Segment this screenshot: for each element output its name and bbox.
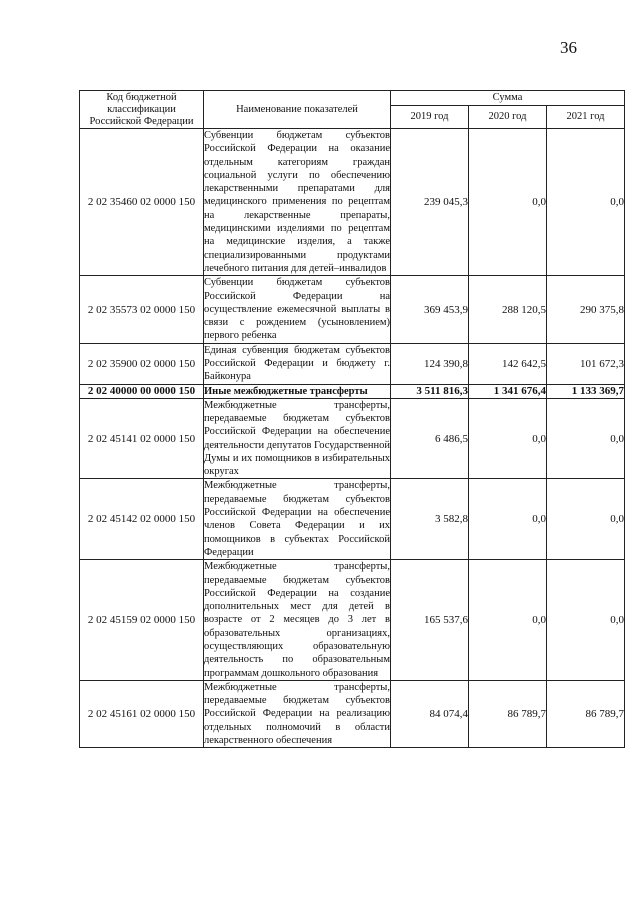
row-code: 2 02 35573 02 0000 150 — [80, 276, 204, 343]
row-name: Субвенции бюджетам субъектов Российской Федерации на осуществление ежемесячной выплаты в связи с рождением (усыновлением) первого ребенка — [204, 277, 390, 342]
row-value-2021: 0,0 — [547, 129, 625, 276]
table-row — [80, 343, 625, 384]
table-row — [80, 129, 625, 276]
row-value-2020: 86 789,7 — [469, 680, 547, 747]
table-row — [80, 680, 625, 747]
row-value-2020: 0,0 — [469, 560, 547, 681]
header-name: Наименование показателей — [204, 91, 391, 129]
row-value-2021: 101 672,3 — [547, 343, 625, 384]
row-value-2020: 288 120,5 — [469, 276, 547, 343]
row-value-2021: 0,0 — [547, 398, 625, 479]
row-value-2021: 0,0 — [547, 479, 625, 560]
row-value-2019: 6 486,5 — [391, 398, 469, 479]
row-value-2021: 1 133 369,7 — [547, 384, 625, 398]
table-row — [80, 479, 625, 560]
row-name: Межбюджетные трансферты, передаваемые бюджетам субъектов Российской Федерации на обеспечение деятельности депутатов Государственной Думы и их помощников в избирательных округах — [204, 399, 390, 478]
header-sum: Сумма — [391, 91, 625, 106]
row-value-2020: 0,0 — [469, 479, 547, 560]
header-year-2021: 2021 год — [547, 106, 625, 129]
row-value-2020: 0,0 — [469, 398, 547, 479]
row-value-2019: 369 453,9 — [391, 276, 469, 343]
table-row-total — [80, 384, 625, 398]
row-value-2019: 3 511 816,3 — [391, 384, 469, 398]
row-name: Межбюджетные трансферты, передаваемые бюджетам субъектов Российской Федерации на обеспечение членов Совета Федерации и их помощников в субъектах Российской Федерации — [204, 480, 390, 558]
header-year-2020: 2020 год — [469, 106, 547, 129]
row-value-2020: 1 341 676,4 — [469, 384, 547, 398]
row-value-2021: 0,0 — [547, 560, 625, 681]
table-row — [80, 398, 625, 479]
row-value-2019: 3 582,8 — [391, 479, 469, 560]
row-value-2019: 124 390,8 — [391, 343, 469, 384]
row-name: Межбюджетные трансферты, передаваемые бюджетам субъектов Российской Федерации на создание дополнительных мест для детей в возрасте от 2 месяцев до 3 лет в образовательных организациях, осуществляющих образовательную деятельность по образовательным программам дошкольного образования — [204, 561, 390, 679]
row-value-2019: 84 074,4 — [391, 680, 469, 747]
row-code: 2 02 45141 02 0000 150 — [80, 398, 204, 479]
row-code: 2 02 35460 02 0000 150 — [80, 129, 204, 276]
table-row — [80, 560, 625, 681]
row-code: 2 02 40000 00 0000 150 — [80, 384, 204, 398]
budget-table — [79, 90, 625, 748]
row-code: 2 02 35900 02 0000 150 — [80, 343, 204, 384]
row-code: 2 02 45161 02 0000 150 — [80, 680, 204, 747]
row-name: Единая субвенция бюджетам субъектов Российской Федерации и бюджету г. Байконура — [204, 344, 390, 383]
header-code: Код бюджетной классификации Российской Федерации — [80, 91, 204, 129]
row-name: Иные межбюджетные трансферты — [204, 384, 391, 398]
table-row — [80, 276, 625, 343]
row-name: Субвенции бюджетам субъектов Российской Федерации на оказание отдельным категориям граждан социальной услуги по обеспечению лекарственными препаратами для медицинского применения по рецептам на лекарственные препараты, медицинскими изделиями по рецептам на медицинские изделия, а также специализированными продуктами лечебного питания для детей–инвалидов — [204, 130, 390, 274]
row-code: 2 02 45142 02 0000 150 — [80, 479, 204, 560]
row-value-2021: 290 375,8 — [547, 276, 625, 343]
row-value-2019: 165 537,6 — [391, 560, 469, 681]
row-value-2019: 239 045,3 — [391, 129, 469, 276]
page-number: 36 — [560, 38, 577, 57]
row-value-2020: 142 642,5 — [469, 343, 547, 384]
row-code: 2 02 45159 02 0000 150 — [80, 560, 204, 681]
row-name: Межбюджетные трансферты, передаваемые бюджетам субъектов Российской Федерации на реализацию отдельных полномочий в области лекарственного обеспечения — [204, 681, 390, 747]
header-year-2019: 2019 год — [391, 106, 469, 129]
row-value-2020: 0,0 — [469, 129, 547, 276]
row-value-2021: 86 789,7 — [547, 680, 625, 747]
